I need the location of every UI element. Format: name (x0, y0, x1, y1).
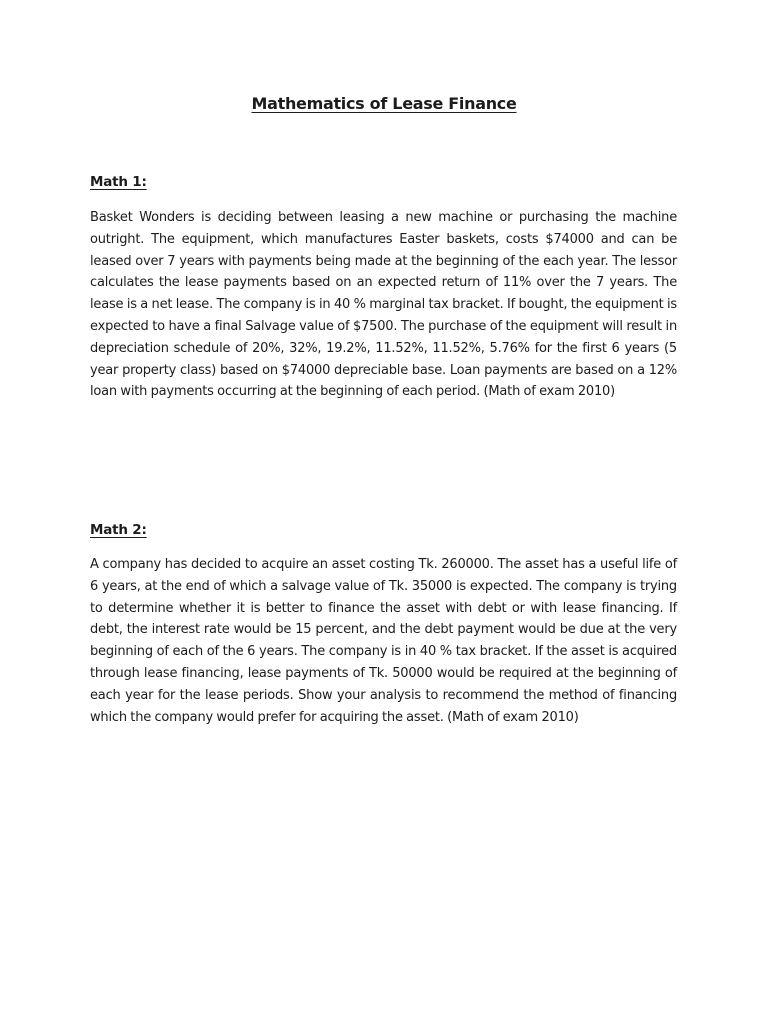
math-1-problem-text: Basket Wonders is deciding between leasing a new machine or purchasing the machine outright. The equipment, which manufactures Easter baskets, costs $74000 and can be leased over 7 years with payments being made at the beginning of the each year. The lessor calculates the lease payments based on an expected return of 11% over the 7 years. The lease is a net lease. The company is in 40 % marginal tax bracket. If bought, the equipment is expected to have a final Salvage value of $7500. The purchase of the equipment will result in depreciation schedule of 20%, 32%, 19.2%, 11.52%, 11.52%, 5.76% for the first 6 years (5 year property class) based on $74000 depreciable base. Loan payments are based on a 12% loan with payments occurring at the beginning of each period. (Math of exam 2010) (90, 210, 677, 400)
math-2-heading: Math 2: (90, 522, 147, 538)
math-2-problem-text: A company has decided to acquire an asset costing Tk. 260000. The asset has a useful life of 6 years, at the end of which a salvage value of Tk. 35000 is expected. The company is trying to determine whether it is better to finance the asset with debt or with lease financing. If debt, the interest rate would be 15 percent, and the debt payment would be due at the very beginning of each of the 6 years. The company is in 40 % tax bracket. If the asset is acquired through lease financing, lease payments of Tk. 50000 would be required at the beginning of each year for the lease periods. Show your analysis to recommend the method of financing which the company would prefer for acquiring the asset. (Math of exam 2010) (90, 557, 677, 725)
document-title: Mathematics of Lease Finance (251, 94, 517, 113)
math-1-heading: Math 1: (90, 174, 147, 190)
document-title-container (0, 94, 768, 113)
